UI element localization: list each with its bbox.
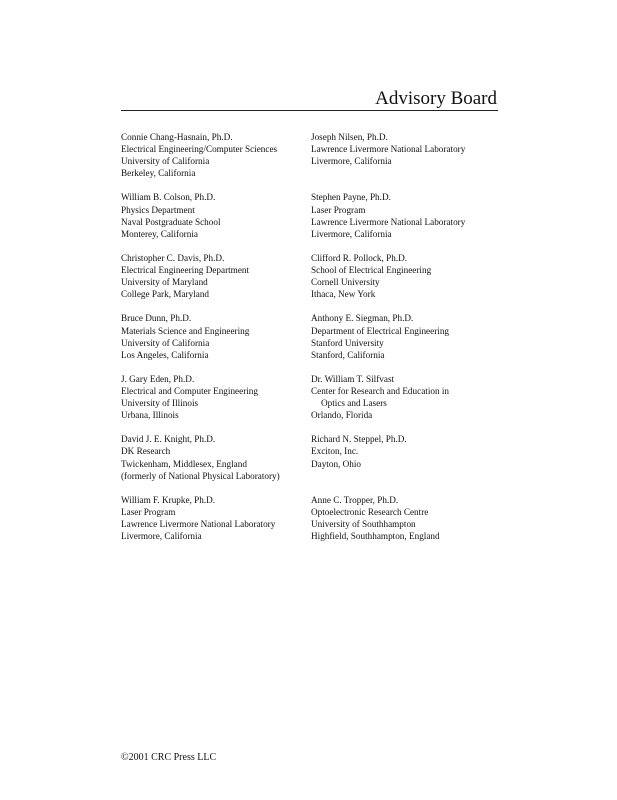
- member-blank-line: [311, 470, 501, 482]
- right-column: [311, 131, 501, 554]
- member-department: Physics Department: [121, 204, 195, 215]
- member-name: Clifford R. Pollock, Ph.D.: [311, 252, 408, 263]
- member-location: Urbana, Illinois: [121, 410, 179, 421]
- page-title: Advisory Board: [375, 88, 497, 109]
- member-location: Livermore, California: [121, 531, 202, 542]
- member-entry: [121, 494, 309, 542]
- member-name: Anne C. Tropper, Ph.D.: [311, 494, 399, 505]
- member-entry: [311, 191, 501, 239]
- member-entry: [121, 131, 309, 179]
- member-entry: [311, 494, 501, 542]
- member-name: David J. E. Knight, Ph.D.: [121, 434, 216, 445]
- member-institution: Stanford University: [311, 337, 384, 348]
- member-name: Stephen Payne, Ph.D.: [311, 192, 391, 203]
- member-institution: Naval Postgraduate School: [121, 216, 221, 227]
- member-location: Livermore, California: [311, 228, 392, 239]
- member-institution: University of California: [121, 337, 210, 348]
- member-location: Berkeley, California: [121, 168, 196, 179]
- member-institution: University of Southhampton: [311, 519, 416, 529]
- member-department: Laser Program: [121, 506, 176, 517]
- member-institution: Cornell University: [311, 277, 380, 288]
- member-location: Los Angeles, California: [121, 349, 209, 360]
- member-name: Bruce Dunn, Ph.D.: [121, 313, 192, 324]
- member-location: Ithaca, New York: [311, 289, 376, 300]
- member-institution: Exciton, Inc.: [311, 446, 359, 457]
- member-entry: [311, 252, 501, 300]
- member-location: Highfield, Southhampton, England: [311, 531, 440, 542]
- member-entry: [121, 433, 309, 481]
- member-name: William F. Krupke, Ph.D.: [121, 494, 216, 505]
- member-entry: [311, 373, 501, 421]
- member-department: Electrical Engineering Department: [121, 265, 250, 276]
- member-institution: Center for Research and Education in: [311, 385, 450, 396]
- member-institution: Lawrence Livermore National Laboratory: [311, 216, 466, 227]
- member-entry: [121, 373, 309, 421]
- member-institution: University of California: [121, 156, 210, 167]
- copyright-footer: ©2001 CRC Press LLC: [121, 752, 217, 763]
- member-institution: DK Research: [121, 446, 171, 457]
- member-name: Dr. William T. Silfvast: [311, 373, 395, 384]
- member-name: Christopher C. Davis, Ph.D.: [121, 252, 225, 263]
- member-entry: [121, 252, 309, 300]
- member-location: Twickenham, Middlesex, England: [121, 458, 247, 469]
- member-name: Anthony E. Siegman, Ph.D.: [311, 313, 414, 324]
- member-department: Electrical and Computer Engineering: [121, 385, 258, 396]
- member-name: William B. Colson, Ph.D.: [121, 192, 216, 203]
- title-rule: [121, 110, 498, 111]
- member-department: Department of Electrical Engineering: [311, 325, 450, 336]
- member-department: School of Electrical Engineering: [311, 265, 432, 276]
- member-entry: [311, 312, 501, 360]
- member-department: Laser Program: [311, 204, 366, 215]
- member-institution: Lawrence Livermore National Laboratory: [311, 144, 466, 155]
- left-column: [121, 131, 309, 554]
- member-location: Dayton, Ohio: [311, 458, 362, 469]
- member-name: J. Gary Eden, Ph.D.: [121, 373, 195, 384]
- member-entry: [311, 433, 501, 481]
- member-location: Monterey, California: [121, 228, 198, 239]
- member-entry: [121, 191, 309, 239]
- member-institution-continued: Optics and Lasers: [321, 398, 387, 409]
- member-institution: University of Illinois: [121, 398, 199, 409]
- member-entry: [121, 312, 309, 360]
- member-location: Livermore, California: [311, 156, 392, 167]
- member-institution: Lawrence Livermore National Laboratory: [121, 519, 276, 529]
- member-blank-line: [311, 167, 501, 179]
- member-location: Stanford, California: [311, 349, 385, 360]
- member-name: Joseph Nilsen, Ph.D.: [311, 132, 388, 142]
- member-department: Materials Science and Engineering: [121, 325, 250, 336]
- member-note: (formerly of National Physical Laboratory): [121, 470, 280, 481]
- member-department: Electrical Engineering/Computer Sciences: [121, 144, 278, 155]
- member-location: College Park, Maryland: [121, 289, 210, 300]
- member-name: Connie Chang-Hasnain, Ph.D.: [121, 132, 233, 142]
- member-name: Richard N. Steppel, Ph.D.: [311, 434, 407, 445]
- member-institution: University of Maryland: [121, 277, 208, 288]
- member-location: Orlando, Florida: [311, 410, 373, 421]
- member-entry: [311, 131, 501, 179]
- member-department: Optoelectronic Research Centre: [311, 506, 429, 517]
